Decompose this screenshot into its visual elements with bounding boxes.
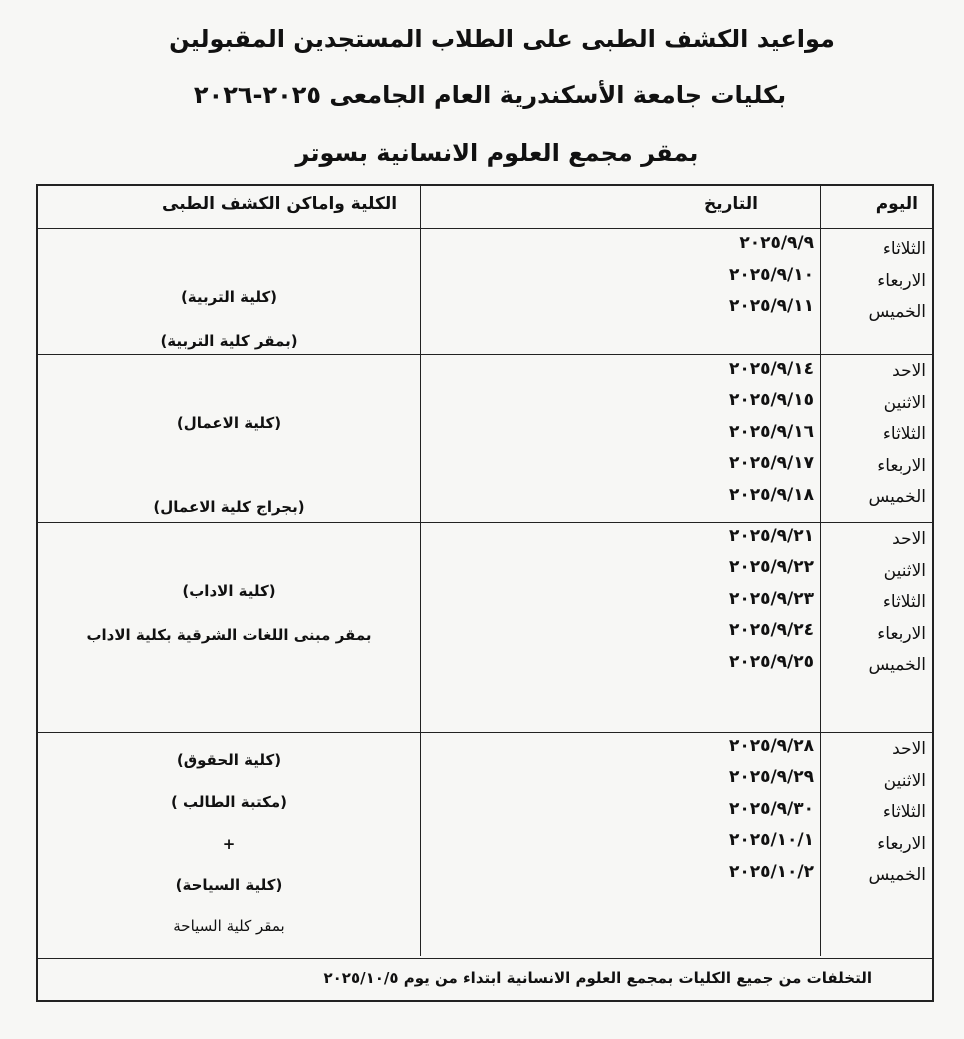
date-cell: ٢٠٢٥/٩/٢٩ [728, 767, 814, 787]
place-line: (كلية الحقوق) [176, 751, 282, 769]
date-cell: ٢٠٢٥/٩/٢٤ [728, 620, 814, 640]
day-cell: الثلاثاء [882, 424, 926, 444]
footer-note: التخلفات من جميع الكليات بمجمع العلوم الانسانية ابتداء من يوم ٢٠٢٥/١٠/٥ [323, 969, 872, 987]
date-cell: ٢٠٢٥/٩/١٥ [728, 390, 814, 410]
place-line: (كلية التربية) [180, 288, 278, 306]
place-line: (كلية السياحة) [175, 876, 283, 894]
header-day: اليوم [875, 194, 918, 214]
day-cell: الخميس [868, 865, 926, 885]
date-cell: ٢٠٢٥/١٠/١ [728, 830, 814, 850]
day-cell: الخميس [868, 302, 926, 322]
schedule-table [36, 184, 934, 1002]
date-cell: ٢٠٢٥/٩/١٨ [728, 485, 814, 505]
day-cell: الاثنين [883, 393, 926, 413]
place-line: (بجراج كلية الاعمال) [153, 498, 305, 516]
place-line: بمقر مبنى اللغات الشرقية بكلية الاداب [86, 626, 372, 644]
day-cell: الاربعاء [877, 834, 926, 854]
day-cell: الخميس [868, 655, 926, 675]
place-line: بمقر كلية السياحة [173, 917, 285, 935]
day-cell: الاثنين [883, 771, 926, 791]
day-cell: الثلاثاء [882, 802, 926, 822]
day-cell: الاحد [892, 361, 926, 381]
date-cell: ٢٠٢٥/٩/١٧ [728, 453, 814, 473]
day-cell: الثلاثاء [882, 592, 926, 612]
day-cell: الاربعاء [877, 624, 926, 644]
date-cell: ٢٠٢٥/٩/١٤ [728, 359, 814, 379]
date-cell: ٢٠٢٥/٩/٢٣ [728, 589, 814, 609]
date-cell: ٢٠٢٥/٩/٢٢ [728, 557, 814, 577]
date-cell: ٢٠٢٥/٩/٢٥ [728, 652, 814, 672]
title-line-3: بمقر مجمع العلوم الانسانية بسوتر [295, 139, 699, 167]
date-cell: ٢٠٢٥/٩/١٠ [728, 265, 814, 285]
title-line-2: بكليات جامعة الأسكندرية العام الجامعى ٢٠٢٥-٢٠٢٦ [193, 81, 787, 109]
place-line: (كلية الاعمال) [176, 414, 282, 432]
title-line-1: مواعيد الكشف الطبى على الطلاب المستجدين المقبولين [169, 25, 835, 53]
day-cell: الاربعاء [877, 456, 926, 476]
date-cell: ٢٠٢٥/٩/١١ [728, 296, 814, 316]
date-cell: ٢٠٢٥/٩/٢١ [728, 526, 814, 546]
day-cell: الاحد [892, 529, 926, 549]
date-cell: ٢٠٢٥/٩/١٦ [728, 422, 814, 442]
place-line: (مكتبة الطالب ) [170, 793, 288, 811]
date-cell: ٢٠٢٥/١٠/٢ [728, 862, 814, 882]
date-cell: ٢٠٢٥/٩/٢٨ [728, 736, 814, 756]
header-place: الكلية واماكن الكشف الطبى [162, 194, 398, 214]
column-divider [820, 186, 821, 956]
place-line: (بمقر كلية التربية) [160, 332, 298, 350]
day-cell: الاربعاء [877, 271, 926, 291]
day-cell: الثلاثاء [882, 239, 926, 259]
day-cell: الاحد [892, 739, 926, 759]
header-date: التاريخ [704, 194, 758, 214]
place-line: + [222, 835, 236, 853]
date-cell: ٢٠٢٥/٩/٩ [739, 233, 814, 253]
day-cell: الاثنين [883, 561, 926, 581]
column-divider [420, 186, 421, 956]
place-line: (كلية الاداب) [182, 582, 276, 600]
date-cell: ٢٠٢٥/٩/٣٠ [728, 799, 814, 819]
day-cell: الخميس [868, 487, 926, 507]
